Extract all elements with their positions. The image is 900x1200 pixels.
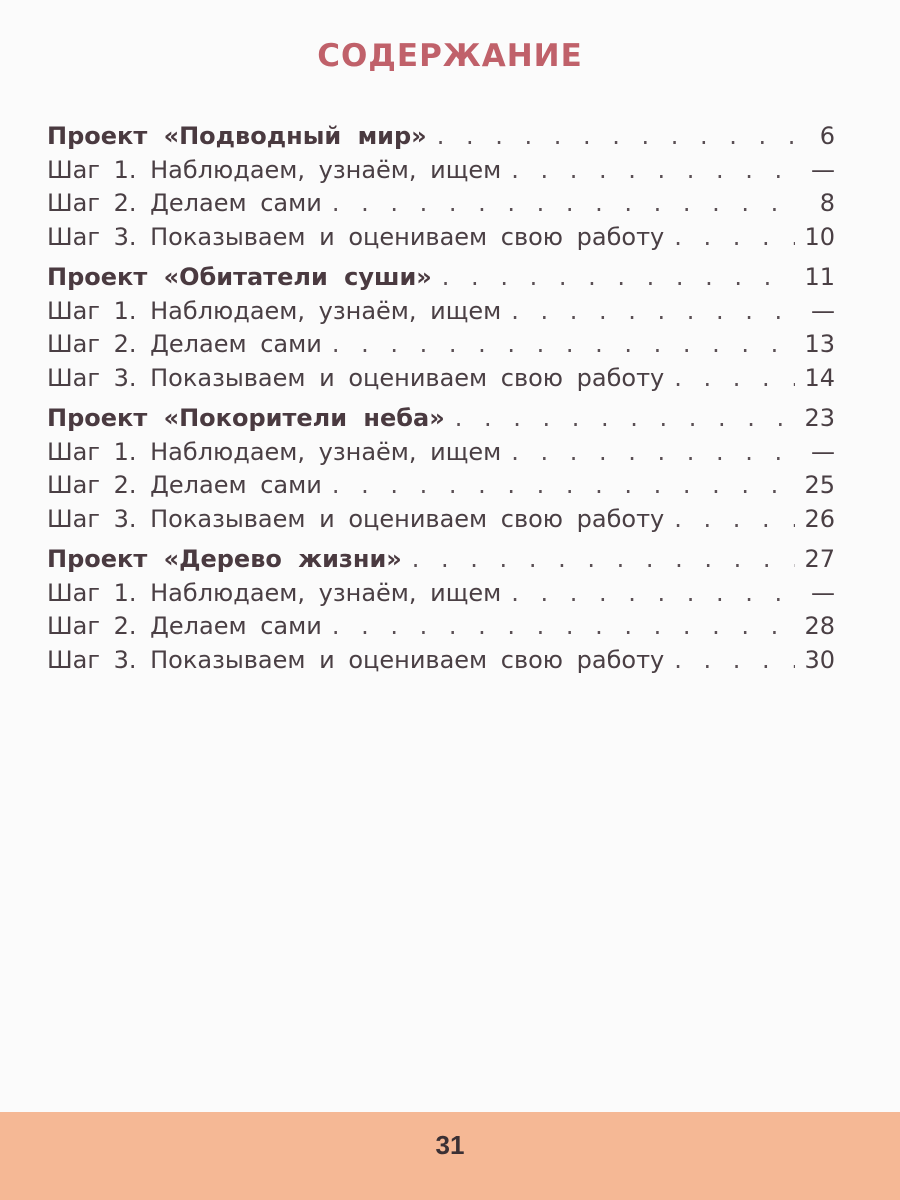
dot-leader: [412, 543, 795, 577]
step-title: Шаг 2. Делаем сами: [47, 330, 322, 358]
toc-step-entry[interactable]: [47, 436, 835, 470]
step-title: Шаг 2. Делаем сами: [47, 612, 322, 640]
dot-leader: [674, 644, 795, 678]
page-ref: 8: [819, 189, 835, 217]
dot-leader: [332, 469, 795, 503]
dot-leader: [332, 328, 795, 362]
toc-step-entry[interactable]: [47, 154, 835, 188]
page-ref: 10: [804, 222, 835, 251]
dot-leader: [437, 120, 795, 154]
toc-step-entry[interactable]: [47, 362, 835, 396]
project-title: Проект «Подводный мир»: [47, 122, 427, 150]
dot-leader: [511, 295, 795, 329]
dot-leader: [511, 577, 795, 611]
page-ref: —: [811, 155, 835, 184]
dot-leader: [511, 154, 795, 188]
dot-leader: [511, 436, 795, 470]
step-title: Шаг 3. Показываем и оцениваем свою работу: [47, 363, 665, 392]
step-title: Шаг 1. Наблюдаем, узнаём, ищем: [47, 437, 502, 466]
step-title: Шаг 1. Наблюдаем, узнаём, ищем: [47, 155, 502, 184]
table-of-contents: [47, 120, 835, 684]
dot-leader: [332, 187, 795, 221]
dot-leader: [674, 503, 795, 537]
page-number: 31: [435, 1130, 465, 1160]
page-ref: 11: [804, 263, 835, 291]
toc-project-entry[interactable]: [47, 120, 835, 154]
project-title: Проект «Дерево жизни»: [47, 545, 402, 573]
toc-section-tree-of-life: [47, 543, 835, 677]
project-title: Проект «Обитатели суши»: [47, 263, 432, 291]
page-ref: 14: [804, 363, 835, 392]
page-ref: —: [811, 578, 835, 607]
toc-project-entry[interactable]: [47, 402, 835, 436]
page-ref: 25: [804, 471, 835, 499]
page-title: СОДЕРЖАНИЕ: [317, 38, 583, 74]
page-ref: —: [811, 296, 835, 325]
toc-project-entry[interactable]: [47, 543, 835, 577]
step-title: Шаг 3. Показываем и оцениваем свою работу: [47, 504, 665, 533]
toc-step-entry[interactable]: [47, 610, 835, 644]
page-ref: 6: [819, 122, 835, 150]
page-ref: 26: [804, 504, 835, 533]
toc-section-land-inhabitants: [47, 261, 835, 395]
toc-project-entry[interactable]: [47, 261, 835, 295]
dot-leader: [674, 362, 795, 396]
step-title: Шаг 1. Наблюдаем, узнаём, ищем: [47, 296, 502, 325]
step-title: Шаг 3. Показываем и оцениваем свою работу: [47, 222, 665, 251]
dot-leader: [442, 261, 795, 295]
toc-section-sky-conquerors: [47, 402, 835, 536]
step-title: Шаг 2. Делаем сами: [47, 189, 322, 217]
dot-leader: [674, 221, 795, 255]
dot-leader: [332, 610, 795, 644]
page-ref: 13: [804, 330, 835, 358]
toc-step-entry[interactable]: [47, 503, 835, 537]
step-title: Шаг 2. Делаем сами: [47, 471, 322, 499]
toc-step-entry[interactable]: [47, 469, 835, 503]
toc-step-entry[interactable]: [47, 328, 835, 362]
toc-step-entry[interactable]: [47, 295, 835, 329]
step-title: Шаг 1. Наблюдаем, узнаём, ищем: [47, 578, 502, 607]
step-title: Шаг 3. Показываем и оцениваем свою работу: [47, 645, 665, 674]
toc-step-entry[interactable]: [47, 187, 835, 221]
page-ref: 28: [804, 612, 835, 640]
toc-section-underwater-world: [47, 120, 835, 254]
page-ref: 23: [804, 404, 835, 432]
dot-leader: [455, 402, 795, 436]
page-ref: —: [811, 437, 835, 466]
page-ref: 27: [804, 545, 835, 573]
toc-step-entry[interactable]: [47, 644, 835, 678]
toc-step-entry[interactable]: [47, 577, 835, 611]
page-ref: 30: [804, 645, 835, 674]
project-title: Проект «Покорители неба»: [47, 404, 445, 432]
toc-step-entry[interactable]: [47, 221, 835, 255]
